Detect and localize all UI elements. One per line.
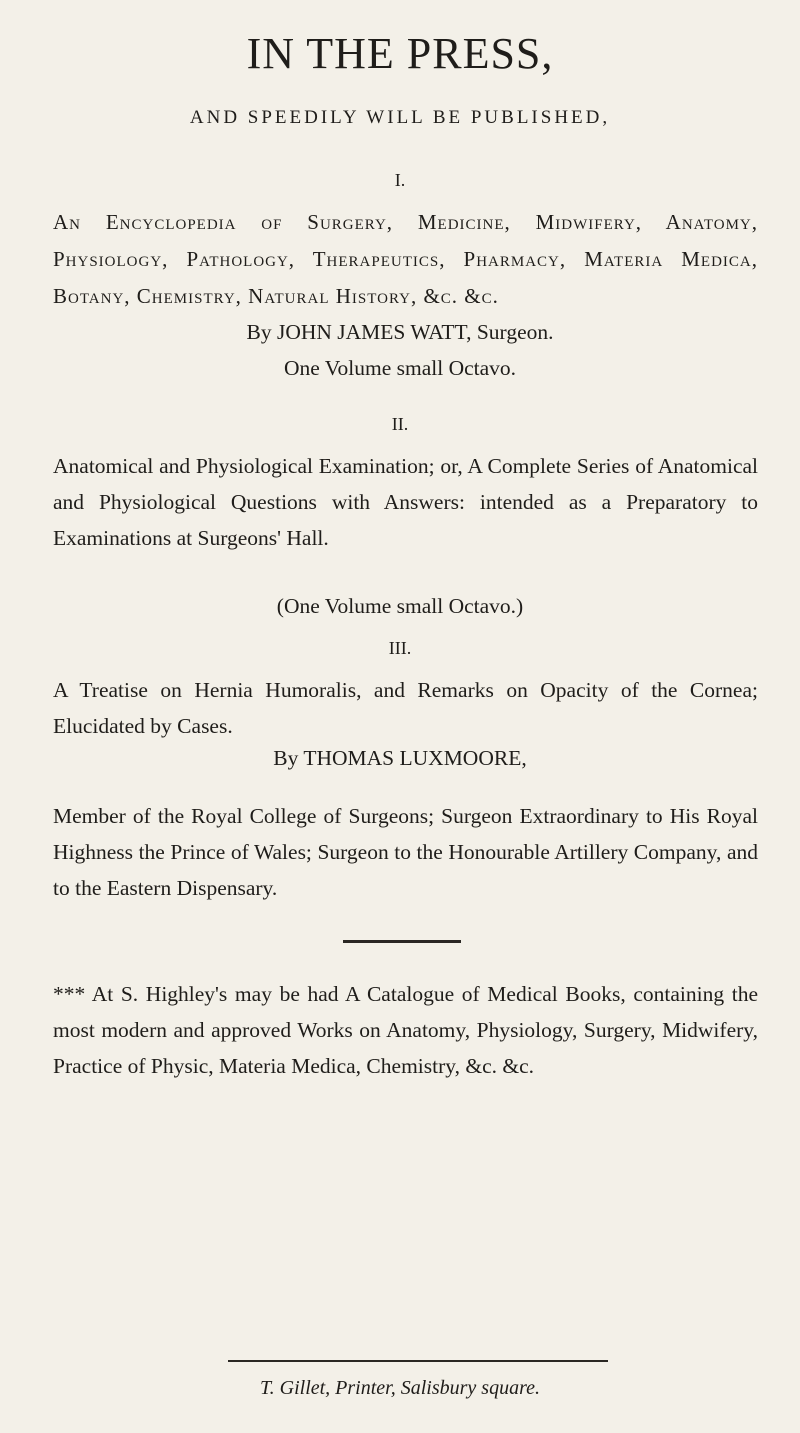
item-author: By JOHN JAMES WATT, Surgeon. bbox=[246, 320, 554, 344]
item-number: II. bbox=[391, 414, 409, 434]
item-number: I. bbox=[394, 170, 406, 190]
page-subtitle: AND SPEEDILY WILL BE PUBLISHED, bbox=[189, 107, 611, 128]
catalogue-notice: *** At S. Highley's may be had A Catalogue of Medical Books, containing the most modern and approved Works on Anatomy, Physiology, Surgery, Midwifery, Practice of Physic, Materia Medica, Chemistry, &c. &c. bbox=[53, 982, 758, 1078]
page-title: IN THE PRESS, bbox=[246, 29, 554, 78]
item-credentials: Member of the Royal College of Surgeons; Surgeon Extraordinary to His Royal Highness the Prince of Wales; Surgeon to the Honourable Artillery Company, and to the Eastern Dispensary. bbox=[53, 804, 758, 900]
divider bbox=[343, 940, 461, 943]
item-title: An Encyclopedia of Surgery, Medicine, Midwifery, Anatomy, Physiology, Pathology, Therapeutics, Pharmacy, Materia Medica, Botany, Chemistry, Natural History, &c. &c. bbox=[53, 210, 758, 308]
item-format: One Volume small Octavo. bbox=[283, 356, 517, 380]
item-title: Anatomical and Physiological Examination; or, A Complete Series of Anatomical and Physiological Questions with Answers: intended as a Preparatory to Examinations at Surgeons' Hall. bbox=[53, 454, 758, 550]
item-format: (One Volume small Octavo.) bbox=[276, 594, 524, 618]
footer-divider bbox=[228, 1360, 608, 1362]
item-author: By THOMAS LUXMOORE, bbox=[273, 746, 527, 770]
item-number: III. bbox=[388, 638, 412, 658]
item-title: A Treatise on Hernia Humoralis, and Remarks on Opacity of the Cornea; Elucidated by Cases. bbox=[53, 678, 758, 738]
printer-imprint: T. Gillet, Printer, Salisbury square. bbox=[260, 1377, 540, 1399]
